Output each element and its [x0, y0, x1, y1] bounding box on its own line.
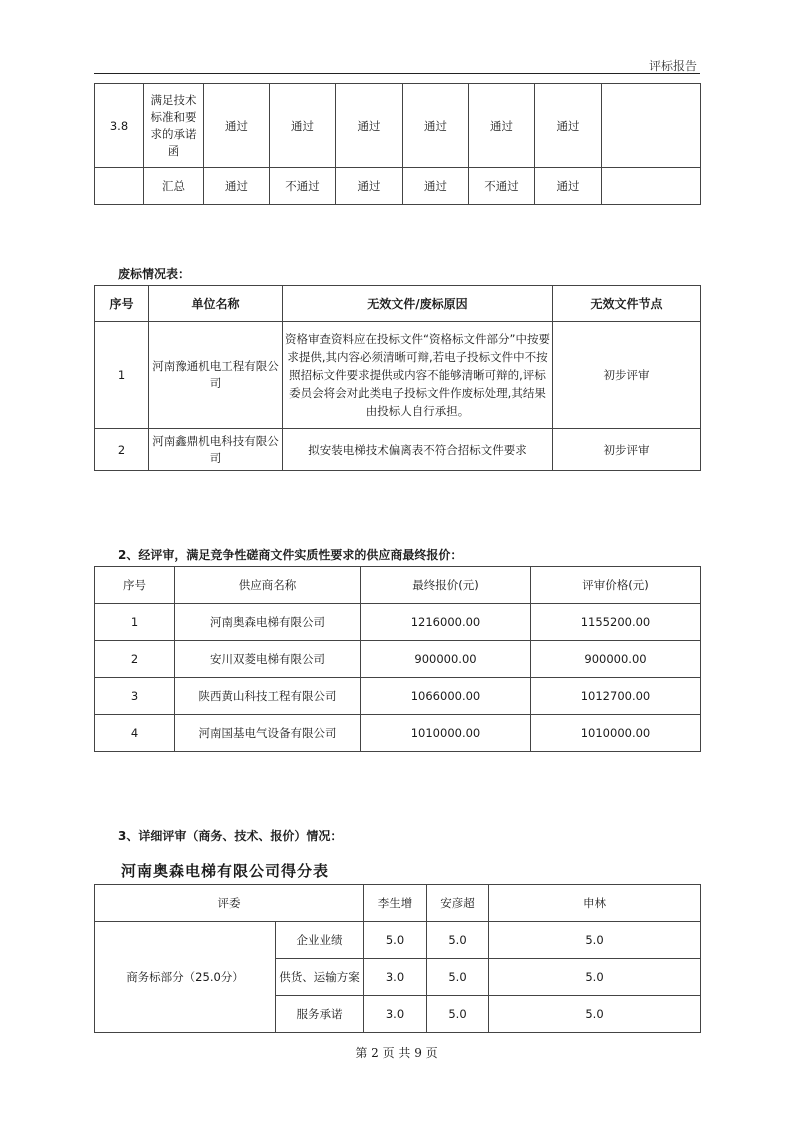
score-cell: 3.0 — [364, 996, 427, 1033]
row-no: 1 — [95, 322, 149, 429]
result-cell: 通过 — [403, 168, 469, 205]
result-cell: 不通过 — [270, 168, 336, 205]
table-row — [95, 322, 701, 429]
col-header: 评审价格(元) — [531, 567, 701, 604]
table-header-row — [95, 286, 701, 322]
judges-label: 评委 — [95, 885, 364, 922]
row-no: 2 — [95, 429, 149, 471]
col-header: 最终报价(元) — [361, 567, 531, 604]
result-cell: 通过 — [204, 168, 270, 205]
col-header: 无效文件节点 — [553, 286, 701, 322]
reject-reason: 资格审查资料应在投标文件“资格标文件部分”中按要求提供,其内容必须清晰可辩,若电子投标文件中不按照招标文件要求提供或内容不能够清晰可辩的,评标委员会将会对此类电子投标文件作废标处理,其结果由投标人自行承担。 — [283, 322, 553, 429]
score-item: 服务承诺 — [276, 996, 364, 1033]
score-table-title: 河南奥森电梯有限公司得分表 — [121, 862, 330, 880]
result-cell — [602, 84, 701, 168]
table-row — [95, 604, 701, 641]
final-price: 900000.00 — [361, 641, 531, 678]
score-cell: 5.0 — [489, 922, 701, 959]
result-cell: 通过 — [469, 84, 535, 168]
score-item: 企业业绩 — [276, 922, 364, 959]
row-no: 1 — [95, 604, 175, 641]
review-price: 1012700.00 — [531, 678, 701, 715]
table-row — [95, 641, 701, 678]
header-divider — [94, 73, 700, 74]
compliance-table — [94, 83, 701, 205]
reject-stage: 初步评审 — [553, 429, 701, 471]
table-row — [95, 715, 701, 752]
col-header: 无效文件/废标原因 — [283, 286, 553, 322]
table-row — [95, 168, 701, 205]
col-header: 单位名称 — [149, 286, 283, 322]
result-cell: 通过 — [403, 84, 469, 168]
table-row — [95, 678, 701, 715]
detail-title: 3、详细评审（商务、技术、报价）情况： — [118, 829, 343, 843]
result-cell: 通过 — [270, 84, 336, 168]
row-item: 满足技术标准和要求的承诺函 — [144, 84, 204, 168]
score-cell: 5.0 — [364, 922, 427, 959]
review-price: 1010000.00 — [531, 715, 701, 752]
row-index — [95, 168, 144, 205]
final-price: 1010000.00 — [361, 715, 531, 752]
final-price: 1066000.00 — [361, 678, 531, 715]
table-header-row — [95, 567, 701, 604]
page-footer: 第 2 页 共 9 页 — [355, 1046, 438, 1060]
table-row — [95, 429, 701, 471]
col-header: 序号 — [95, 286, 149, 322]
table-header-row — [95, 885, 701, 922]
company-name: 河南豫通机电工程有限公司 — [149, 322, 283, 429]
supplier-name: 安川双菱电梯有限公司 — [175, 641, 361, 678]
result-cell: 通过 — [204, 84, 270, 168]
company-name: 河南鑫鼎机电科技有限公司 — [149, 429, 283, 471]
score-cell: 3.0 — [364, 959, 427, 996]
rejected-title: 废标情况表： — [118, 267, 191, 281]
quotes-title: 2、经评审，满足竞争性磋商文件实质性要求的供应商最终报价： — [118, 548, 463, 562]
row-item: 汇总 — [144, 168, 204, 205]
col-header: 供应商名称 — [175, 567, 361, 604]
judge-name: 李生增 — [364, 885, 427, 922]
section-label: 商务标部分（25.0分） — [95, 922, 276, 1033]
result-cell: 通过 — [535, 84, 602, 168]
score-cell: 5.0 — [427, 959, 489, 996]
result-cell — [602, 168, 701, 205]
table-row — [95, 922, 701, 959]
supplier-name: 河南奥森电梯有限公司 — [175, 604, 361, 641]
row-no: 3 — [95, 678, 175, 715]
score-table — [94, 884, 701, 1033]
score-item: 供货、运输方案 — [276, 959, 364, 996]
review-price: 1155200.00 — [531, 604, 701, 641]
judge-name: 安彦超 — [427, 885, 489, 922]
judge-name: 申林 — [489, 885, 701, 922]
row-no: 4 — [95, 715, 175, 752]
reject-stage: 初步评审 — [553, 322, 701, 429]
row-no: 2 — [95, 641, 175, 678]
review-price: 900000.00 — [531, 641, 701, 678]
table-row — [95, 84, 701, 168]
score-cell: 5.0 — [489, 996, 701, 1033]
score-cell: 5.0 — [427, 996, 489, 1033]
result-cell: 通过 — [336, 168, 403, 205]
row-index: 3.8 — [95, 84, 144, 168]
rejected-table — [94, 285, 701, 471]
result-cell: 通过 — [336, 84, 403, 168]
score-cell: 5.0 — [489, 959, 701, 996]
result-cell: 通过 — [535, 168, 602, 205]
supplier-name: 河南国基电气设备有限公司 — [175, 715, 361, 752]
score-cell: 5.0 — [427, 922, 489, 959]
col-header: 序号 — [95, 567, 175, 604]
reject-reason: 拟安装电梯技术偏离表不符合招标文件要求 — [283, 429, 553, 471]
final-price: 1216000.00 — [361, 604, 531, 641]
supplier-name: 陕西黄山科技工程有限公司 — [175, 678, 361, 715]
page-header-title: 评标报告 — [648, 59, 697, 73]
result-cell: 不通过 — [469, 168, 535, 205]
quotes-table — [94, 566, 701, 752]
